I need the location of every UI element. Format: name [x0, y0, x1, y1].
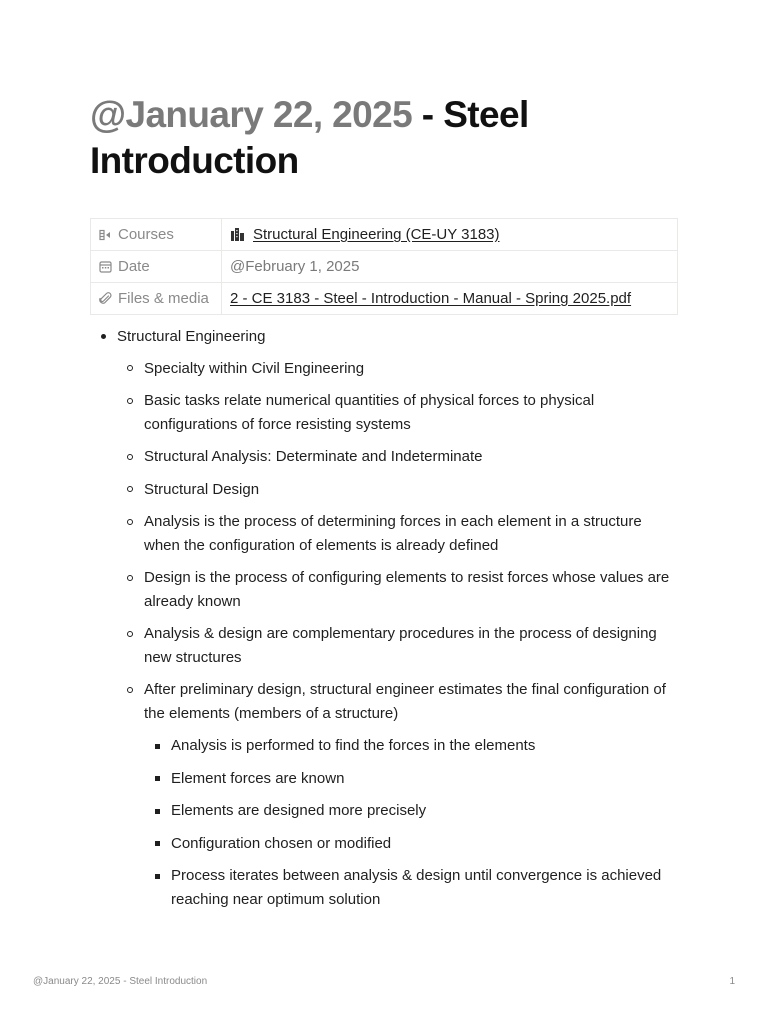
- property-name-cell: [91, 251, 222, 283]
- list-item: [117, 622, 678, 669]
- property-name: Courses: [118, 226, 174, 243]
- bullet-circle: [127, 365, 133, 371]
- bullet-circle: [127, 687, 133, 693]
- page-content: [90, 92, 678, 920]
- property-value-cell: [222, 251, 678, 283]
- list-item: [117, 389, 678, 436]
- bullet-square: [155, 841, 160, 846]
- date-mention[interactable]: @February 1, 2025: [230, 258, 360, 275]
- list-item: [144, 767, 678, 791]
- property-value-cell: [222, 283, 678, 315]
- bullet-circle: [127, 454, 133, 460]
- list-item: [144, 864, 678, 911]
- property-name-cell: [91, 283, 222, 315]
- list-item: [117, 445, 678, 469]
- bullet-list: [90, 325, 678, 911]
- list-item-text: Analysis is the process of determining forces in each element in a structure when the configuration of elements is already defined: [144, 513, 642, 554]
- page-number: 1: [729, 976, 735, 987]
- list-item-text: Analysis is performed to find the forces in the elements: [171, 737, 536, 754]
- relation-icon: [99, 228, 112, 241]
- properties-table: [90, 218, 678, 315]
- bullet-square: [155, 874, 160, 879]
- footer-title: @January 22, 2025 - Steel Introduction: [33, 976, 208, 987]
- list-item: [117, 478, 678, 502]
- list-item-text: Configuration chosen or modified: [171, 834, 392, 852]
- title-date-mention[interactable]: @January 22, 2025: [90, 94, 413, 135]
- course-link[interactable]: Structural Engineering (CE-UY 3183): [253, 226, 500, 243]
- bullet-square: [155, 776, 160, 781]
- list-item-text: Design is the process of configuring elements to resist forces whose values are already known: [144, 569, 670, 610]
- property-row-courses: [91, 219, 678, 251]
- list-item-text: Specialty within Civil Engineering: [144, 359, 365, 377]
- nested-list: [117, 357, 678, 912]
- list-item-text: Structural Engineering: [117, 328, 266, 345]
- list-item-text: Process iterates between analysis & design until convergence is achieved reaching near optimum solution: [171, 867, 662, 908]
- property-value-cell: [222, 219, 678, 251]
- paperclip-icon: [99, 292, 112, 305]
- list-item-text: Structural Design: [144, 480, 260, 498]
- list-item-text: Basic tasks relate numerical quantities of physical forces to physical configurations of force resisting systems: [144, 392, 595, 433]
- property-name-cell: [91, 219, 222, 251]
- nested-list: [144, 734, 678, 911]
- list-item-text: Element forces are known: [171, 769, 345, 787]
- bullet-circle: [127, 486, 133, 492]
- property-row-files: [91, 283, 678, 315]
- list-item: [117, 678, 678, 911]
- bullet-disc: [101, 334, 106, 339]
- title-text: - Steel Introduction: [90, 94, 529, 181]
- list-item: [90, 325, 678, 911]
- bullet-square: [155, 744, 160, 749]
- bullet-circle: [127, 519, 133, 525]
- list-item: [144, 799, 678, 823]
- bullet-circle: [127, 575, 133, 581]
- building-icon: [230, 227, 245, 241]
- list-item-text: Analysis & design are complementary procedures in the process of designing new structures: [144, 625, 657, 666]
- property-name: Date: [118, 258, 150, 275]
- bullet-circle: [127, 398, 133, 404]
- list-item: [117, 357, 678, 381]
- list-item-text: Elements are designed more precisely: [171, 802, 427, 819]
- list-item-text: Structural Analysis: Determinate and Indeterminate: [144, 448, 483, 465]
- bullet-circle: [127, 631, 133, 637]
- property-row-date: [91, 251, 678, 283]
- page-title: [90, 92, 678, 184]
- list-item: [117, 510, 678, 557]
- file-link[interactable]: 2 - CE 3183 - Steel - Introduction - Manual - Spring 2025.pdf: [230, 290, 632, 307]
- list-item: [144, 832, 678, 856]
- list-item: [117, 566, 678, 613]
- bullet-square: [155, 809, 160, 814]
- list-item: [144, 734, 678, 758]
- list-item-text: After preliminary design, structural engineer estimates the final configuration of the elements (members of a structure): [144, 681, 666, 722]
- property-name: Files & media: [118, 290, 209, 307]
- calendar-icon: [99, 260, 112, 273]
